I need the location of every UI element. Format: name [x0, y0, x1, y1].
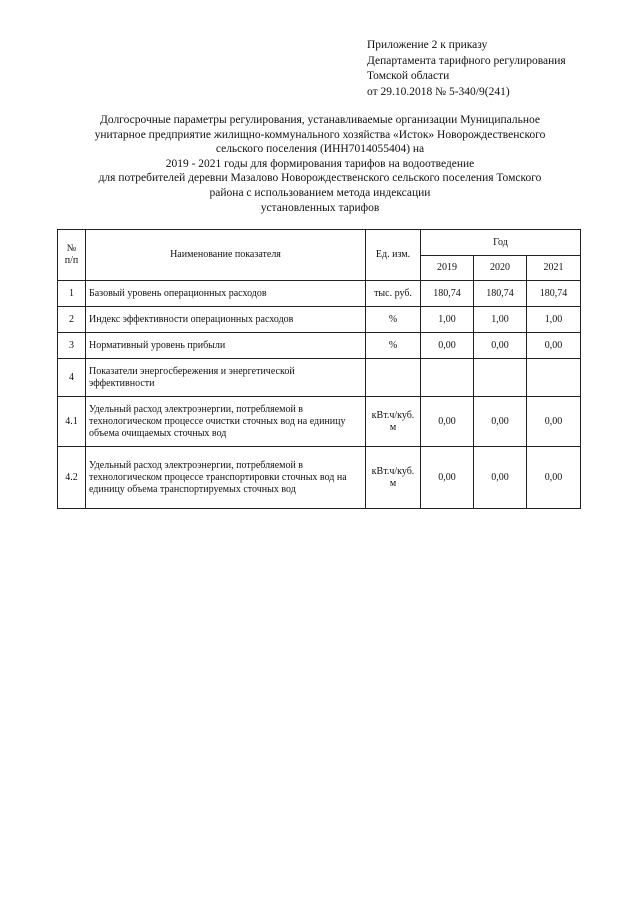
title-line: для потребителей деревни Мазалово Новорождественского сельского поселения Томского [98, 172, 542, 185]
row-value-2019 [421, 359, 474, 397]
row-value-2021: 180,74 [527, 281, 581, 307]
document-title [20, 113, 620, 215]
header-unit: Ед. изм. [366, 230, 421, 281]
table-row [58, 447, 581, 509]
row-number: 4 [58, 359, 86, 397]
table-row [58, 397, 581, 447]
title-line: унитарное предприятие жилищно-коммунального хозяйства «Исток» Новорождественского [94, 128, 546, 141]
row-value-2020: 0,00 [474, 333, 527, 359]
header-year-2020: 2020 [474, 256, 527, 281]
row-name: Удельный расход электроэнергии, потребляемой в технологическом процессе очистки сточных вод на единицу объема очищаемых сточных вод [86, 397, 366, 447]
row-name: Индекс эффективности операционных расходов [86, 307, 366, 333]
title-line: Долгосрочные параметры регулирования, устанавливаемые организации Муниципальное [100, 114, 540, 126]
row-value-2019: 180,74 [421, 281, 474, 307]
row-unit: тыс. руб. [366, 281, 421, 307]
title-line: 2019 - 2021 годы для формирования тарифов на водоотведение [165, 157, 475, 170]
row-number: 4.2 [58, 447, 86, 509]
header-number-line1: № [66, 243, 77, 254]
row-unit: % [366, 307, 421, 333]
header-indicator-name: Наименование показателя [86, 230, 366, 281]
row-value-2019: 0,00 [421, 447, 474, 509]
row-value-2021: 1,00 [527, 307, 581, 333]
table-row [58, 307, 581, 333]
table-row [58, 333, 581, 359]
row-value-2019: 0,00 [421, 333, 474, 359]
row-name: Показатели энергосбережения и энергетической эффективности [86, 359, 366, 397]
parameters-table [57, 229, 581, 509]
row-value-2020: 0,00 [474, 397, 527, 447]
row-name: Удельный расход электроэнергии, потребляемой в технологическом процессе транспортировки сточных вод на единицу объема транспортируемых сточных вод [86, 447, 366, 509]
row-value-2020: 180,74 [474, 281, 527, 307]
appendix-line: Томской области [367, 70, 450, 82]
row-unit [366, 359, 421, 397]
title-line: установленных тарифов [260, 201, 380, 214]
row-value-2021: 0,00 [527, 333, 581, 359]
row-value-2021: 0,00 [527, 447, 581, 509]
header-number-line2: п/п [64, 255, 79, 266]
table-row [58, 359, 581, 397]
appendix-line: от 29.10.2018 № 5-340/9(241) [367, 85, 510, 98]
header-year: Год [421, 230, 581, 256]
row-value-2019: 0,00 [421, 397, 474, 447]
header-year-2019: 2019 [421, 256, 474, 281]
row-value-2019: 1,00 [421, 307, 474, 333]
title-line: района с использованием метода индексации [209, 186, 431, 199]
title-line: сельского поселения (ИНН7014055404) на [215, 143, 425, 156]
appendix-line: Департамента тарифного регулирования [367, 54, 566, 67]
row-value-2020: 1,00 [474, 307, 527, 333]
appendix-note [367, 38, 566, 100]
row-unit: кВт.ч/куб. м [366, 447, 421, 509]
row-unit: % [366, 333, 421, 359]
row-value-2021 [527, 359, 581, 397]
row-number: 1 [58, 281, 86, 307]
row-value-2021: 0,00 [527, 397, 581, 447]
row-value-2020: 0,00 [474, 447, 527, 509]
row-value-2020 [474, 359, 527, 397]
header-year-2021: 2021 [527, 256, 581, 281]
row-name: Нормативный уровень прибыли [86, 333, 366, 359]
table-row [58, 281, 581, 307]
row-unit: кВт.ч/куб. м [366, 397, 421, 447]
header-number [58, 230, 86, 281]
row-name: Базовый уровень операционных расходов [86, 281, 366, 307]
appendix-line: Приложение 2 к приказу [367, 39, 488, 51]
row-number: 3 [58, 333, 86, 359]
row-number: 2 [58, 307, 86, 333]
row-number: 4.1 [58, 397, 86, 447]
